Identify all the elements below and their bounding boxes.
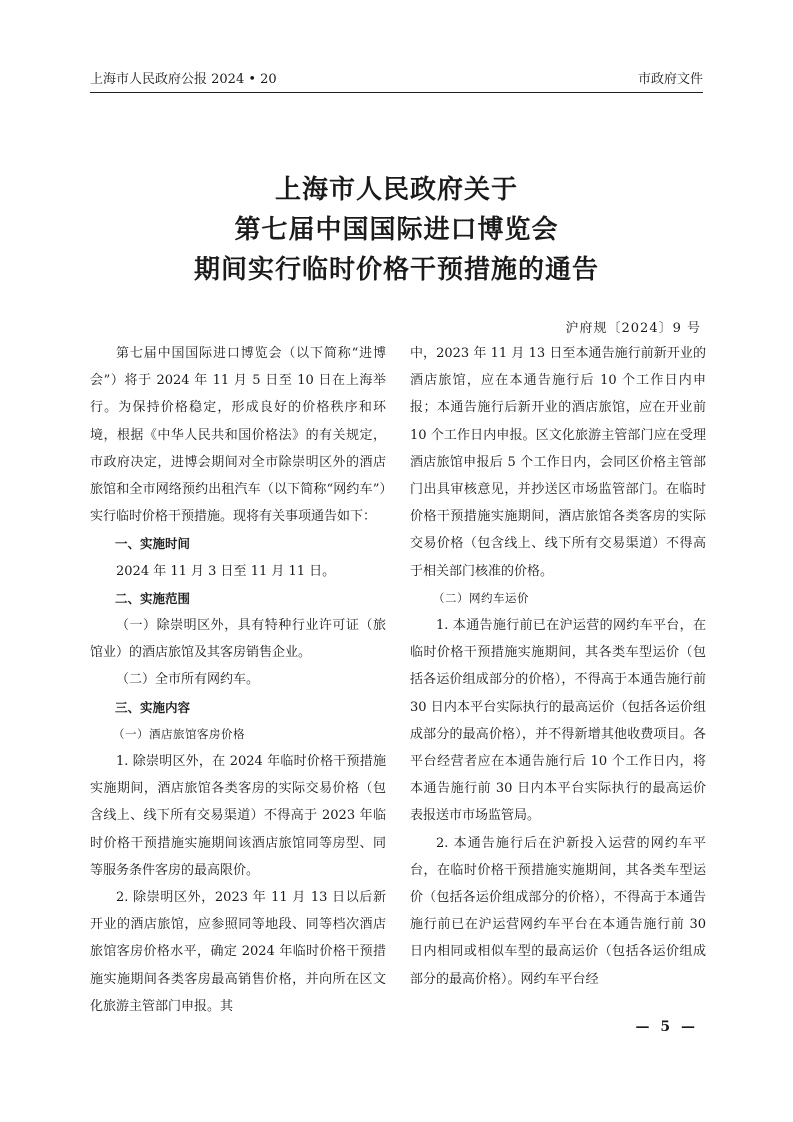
body-paragraph: 1. 除崇明区外，在 2024 年临时价格干预措施实施期间，酒店旅馆各类客房的实际交易价格（包含线上、线下所有交易渠道）不得高于 2023 年临时价格干预措施实施期间该酒店旅馆同等房型、同等服务条件客房的最高限价。: [90, 754, 386, 878]
continued-paragraph: 中，2023 年 11 月 13 日至本通告施行前新开业的酒店旅馆，应在本通告施行后 10 个工作日内申报；本通告施行后新开业的酒店旅馆，应在开业前 10 个工作日内申报。区文化旅游主管部门应在受理酒店旅馆申报后 5 个工作日内，会同区价格主管部门出具审核意见，并抄送区市场监管部门。在临时价格干预措施实施期间，酒店旅馆各类客房的实际交易价格（包含线上、线下所有交易渠道）不得高于相关部门核准的价格。: [410, 346, 706, 579]
document-number: 沪府规〔2024〕9 号: [565, 321, 701, 336]
page-header: [90, 66, 703, 93]
body-paragraph: 2. 本通告施行后在沪新投入运营的网约车平台，在临时价格干预措施实施期间，其各类车型运价（包括各运价组成部分的价格），不得高于本通告施行前已在沪运营网约车平台在本通告施行前 30 日内相同或相似车型的最高运价（包括各运价组成部分的最高价格）。网约车平台经: [410, 835, 706, 987]
right-column: [410, 340, 706, 993]
document-title: [0, 170, 793, 290]
page-number: — 5 —: [635, 1019, 698, 1035]
gazette-issue-label: 上海市人民政府公报 2024 • 20: [90, 72, 277, 87]
body-paragraph: （一）除崇明区外，具有特种行业许可证（旅馆业）的酒店旅馆及其客房销售企业。: [90, 618, 386, 661]
subsection-heading: （二）网约车运价: [433, 590, 529, 605]
intro-paragraph: 第七届中国国际进口博览会（以下简称“进博会”）将于 2024 年 11 月 5 日至 10 日在上海举行。为保持价格稳定，形成良好的价格秩序和环境，根据《中华人民共和国价格法》的有关规定，市政府决定，进博会期间对全市除崇明区外的酒店旅馆和全市网络预约出租汽车（以下简称“网约车”）实行临时价格干预措施。现将有关事项通告如下：: [90, 346, 386, 525]
section-label: 市政府文件: [637, 72, 703, 87]
body-paragraph: （二）全市所有网约车。: [116, 672, 260, 688]
section-heading: 二、实施范围: [115, 590, 191, 606]
subsection-heading: （一）酒店旅馆客房价格: [113, 726, 245, 741]
title-line-1: 上海市人民政府关于: [274, 175, 518, 205]
title-line-3: 期间实行临时价格干预措施的通告: [193, 255, 599, 285]
body-paragraph: 2024 年 11 月 3 日至 11 月 11 日。: [116, 563, 336, 579]
section-heading: 一、实施时间: [115, 536, 191, 552]
section-heading: 三、实施内容: [115, 699, 191, 715]
body-paragraph: 1. 本通告施行前已在沪运营的网约车平台，在临时价格干预措施实施期间，其各类车型运价（包括各运价组成部分的价格），不得高于本通告施行前 30 日内本平台实际执行的最高运价（包括各运价组成部分的最高价格），并不得新增其他收费项目。各平台经营者应在本通告施行后 10 个工作日内，将本通告施行前 30 日内本平台实际执行的最高运价表报送市市场监管局。: [410, 618, 706, 824]
left-column: [90, 340, 386, 1020]
title-line-2: 第七届中国国际进口博览会: [234, 215, 559, 245]
body-paragraph: 2. 除崇明区外，2023 年 11 月 13 日以后新开业的酒店旅馆，应参照同等地段、同等档次酒店旅馆客房价格水平，确定 2024 年临时价格干预措施实施期间各类客房最高销售价格，并向所在区文化旅游主管部门申报。其: [90, 890, 386, 1014]
